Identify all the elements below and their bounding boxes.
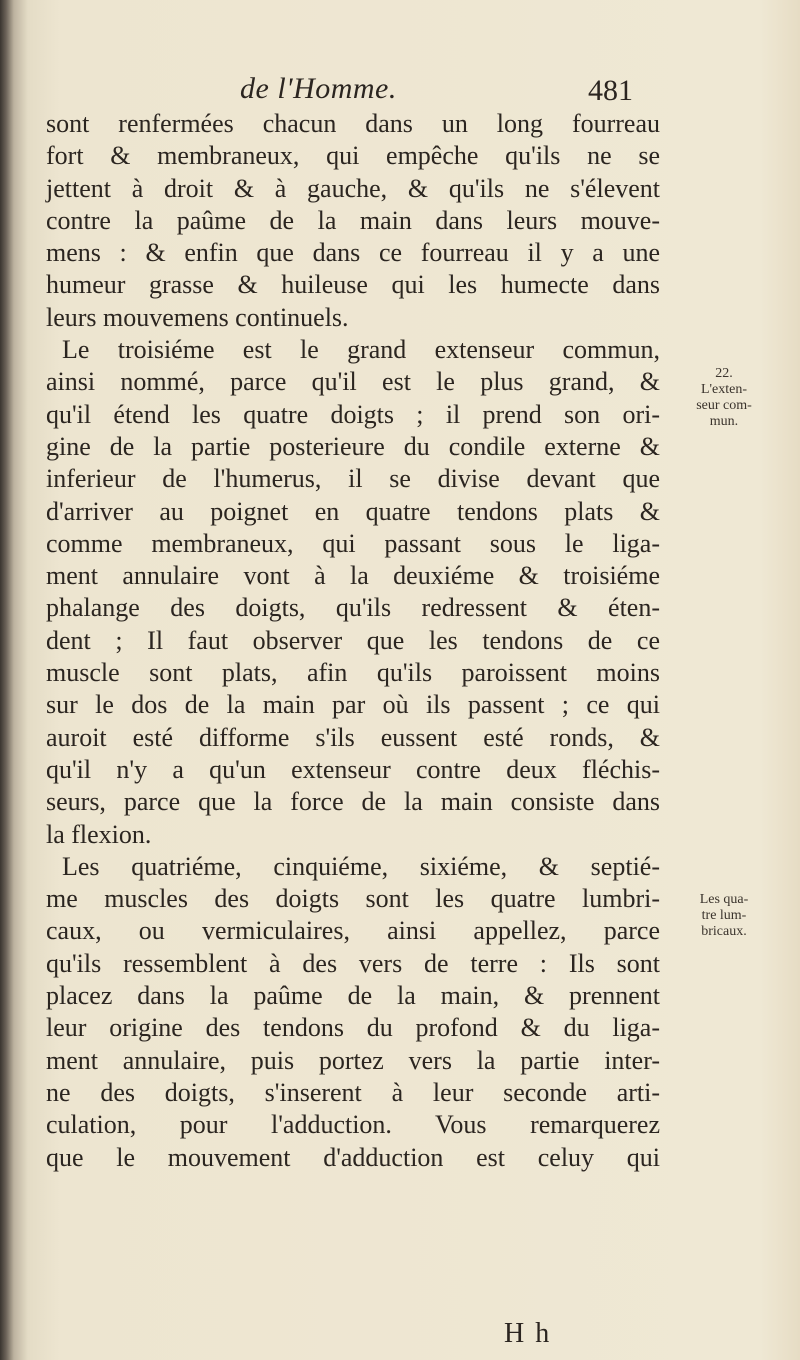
text-line: sur le dos de la main par où ils passent ; ce qui <box>46 690 660 720</box>
margin-note-lumbricaux <box>664 892 784 940</box>
text-line: qu'ils ressemblent à des vers de terre : Ils sont <box>46 948 660 978</box>
margin-note-line: seur com- <box>696 398 752 413</box>
margin-note-line: tre lum- <box>701 908 747 923</box>
margin-note-line: bricaux. <box>701 924 747 939</box>
text-line: ne des doigts, s'inserent à leur seconde arti- <box>46 1077 660 1107</box>
text-line: humeur grasse & huileuse qui les humecte dans <box>46 270 660 300</box>
paragraph-2 <box>46 334 660 851</box>
paragraph-3 <box>46 851 660 1174</box>
margin-note-line: mun. <box>709 414 739 429</box>
text-line: leurs mouvemens continuels. <box>46 302 349 332</box>
margin-note-extenseur <box>664 366 784 430</box>
paragraph-1 <box>46 108 660 334</box>
text-line: jettent à droit & à gauche, & qu'ils ne s'élevent <box>46 173 660 203</box>
text-line: ainsi nommé, parce qu'il est le plus grand, & <box>46 367 660 397</box>
text-line: placez dans la paûme de la main, & prennent <box>46 981 660 1011</box>
page-number: 481 <box>588 74 633 107</box>
text-line: inferieur de l'humerus, il se divise devant que <box>46 464 660 494</box>
text-line: mens : & enfin que dans ce fourreau il y a une <box>46 238 660 268</box>
text-line: me muscles des doigts sont les quatre lumbri- <box>46 884 660 914</box>
text-line: muscle sont plats, afin qu'ils paroissent moins <box>46 658 660 688</box>
text-line: auroit esté difforme s'ils eussent esté ronds, & <box>46 722 660 752</box>
running-title: de l'Homme. <box>240 72 397 105</box>
text-line: Le troisiéme est le grand extenseur commun, <box>62 335 660 365</box>
text-line: caux, ou vermiculaires, ainsi appellez, parce <box>46 916 660 946</box>
text-line: sont renfermées chacun dans un long fourreau <box>46 109 660 138</box>
text-line: culation, pour l'adduction. Vous remarquerez <box>46 1110 660 1140</box>
margin-note-line: 22. <box>715 366 733 381</box>
text-line: leur origine des tendons du profond & du liga- <box>46 1013 660 1043</box>
text-line: ment annulaire, puis portez vers la partie inter- <box>46 1045 660 1075</box>
page-header <box>0 72 800 112</box>
text-line: seurs, parce que la force de la main consiste dans <box>46 787 660 817</box>
body-text <box>46 108 660 1174</box>
text-line: dent ; Il faut observer que les tendons de ce <box>46 625 660 655</box>
text-line: fort & membraneux, qui empêche qu'ils ne se <box>46 141 660 171</box>
text-line: que le mouvement d'adduction est celuy qui <box>46 1142 660 1172</box>
text-line: Les quatriéme, cinquiéme, sixiéme, & septié- <box>62 851 660 881</box>
margin-note-line: Les qua- <box>699 892 749 907</box>
text-line: d'arriver au poignet en quatre tendons plats & <box>46 496 660 526</box>
text-line: qu'il étend les quatre doigts ; il prend son ori- <box>46 399 660 429</box>
text-line: ment annulaire vont à la deuxiéme & troisiéme <box>46 561 660 591</box>
text-line: contre la paûme de la main dans leurs mouve- <box>46 205 660 235</box>
margin-note-line: L'exten- <box>700 382 748 397</box>
text-line: la flexion. <box>46 819 152 849</box>
text-line: comme membraneux, qui passant sous le liga- <box>46 528 660 558</box>
signature-mark: H h <box>504 1318 552 1349</box>
text-line: phalange des doigts, qu'ils redressent & éten- <box>46 593 660 623</box>
text-line: qu'il n'y a qu'un extenseur contre deux fléchis- <box>46 754 660 784</box>
text-line: gine de la partie posterieure du condile externe & <box>46 431 660 461</box>
